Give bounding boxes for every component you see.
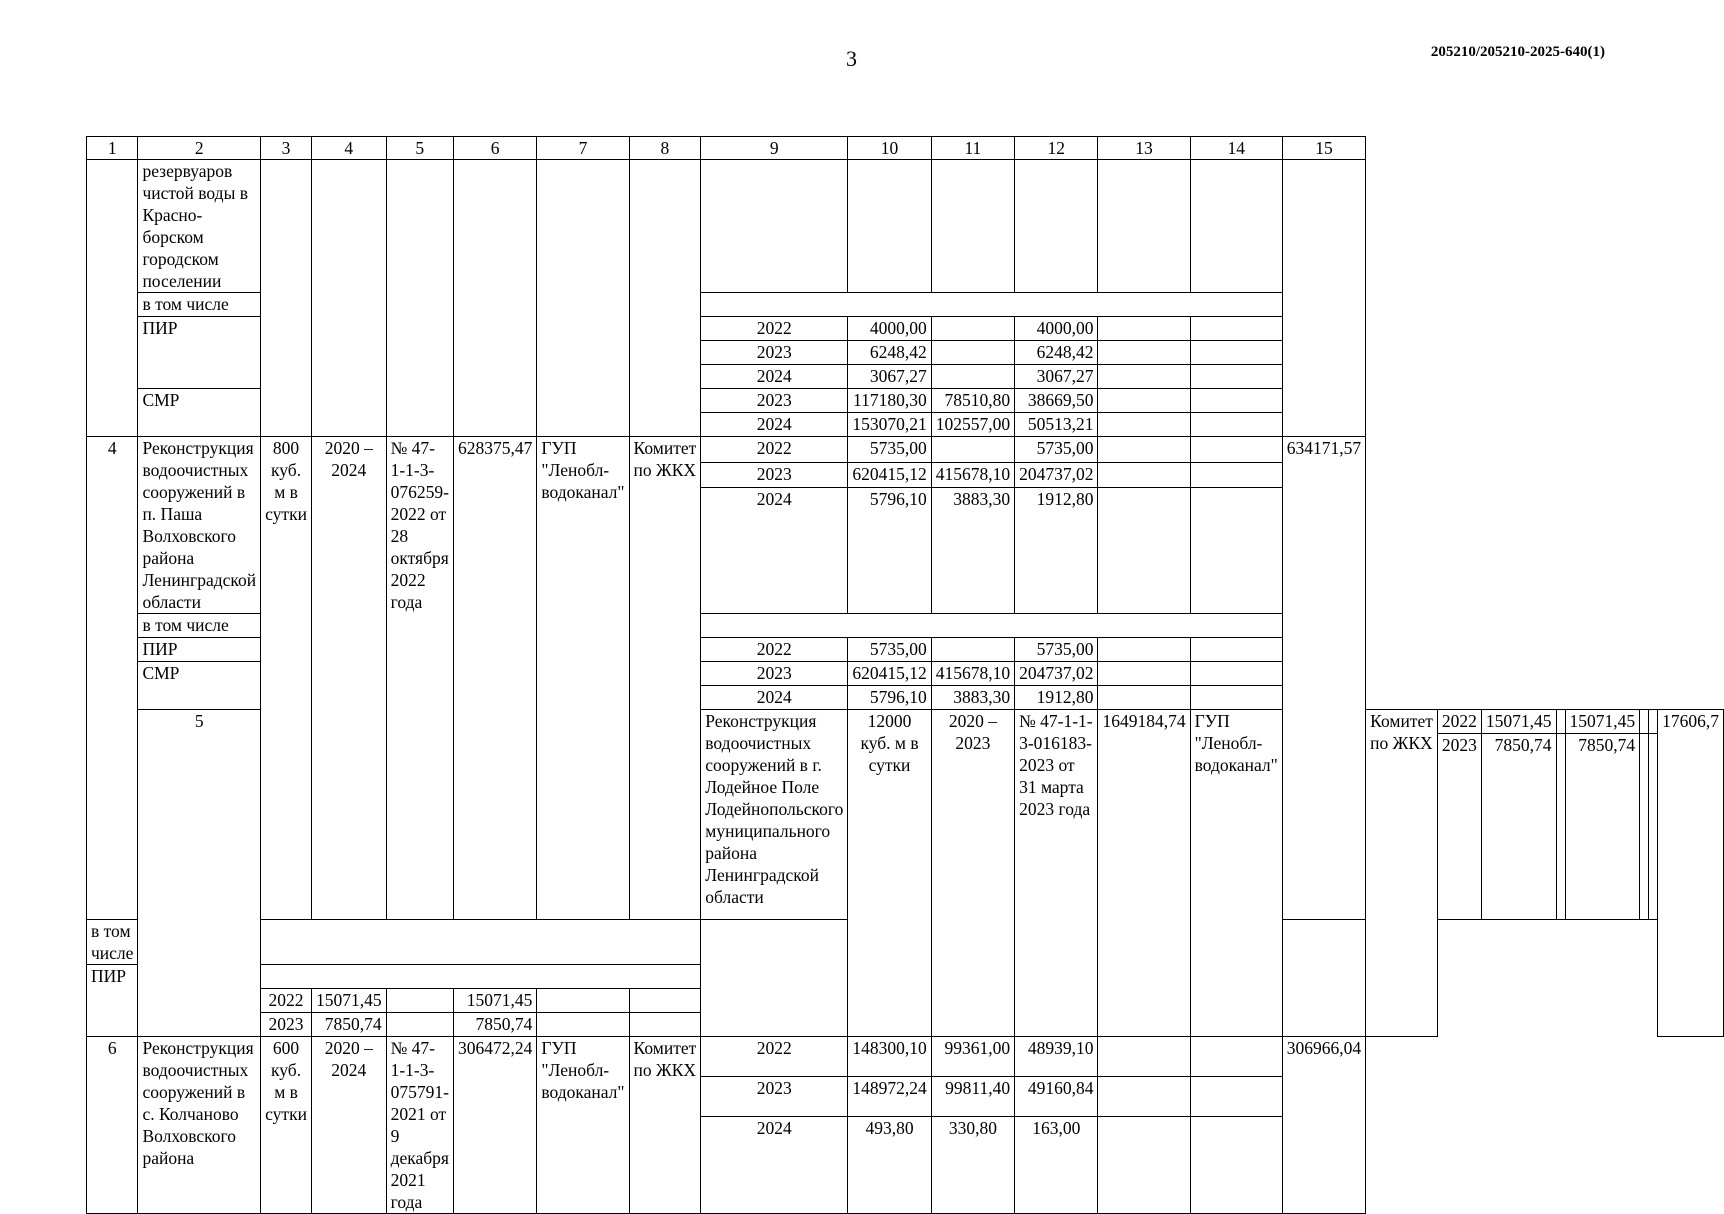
value-cell — [386, 1013, 453, 1037]
year-cell: 2023 — [701, 662, 848, 686]
table-row — [87, 437, 1724, 463]
value-cell: 102557,00 — [931, 413, 1014, 437]
value-cell — [931, 638, 1014, 662]
value-cell: 7850,74 — [1481, 734, 1556, 920]
authority-cell: Комитет по ЖКХ — [629, 1037, 701, 1214]
value-cell: 15071,45 — [453, 989, 536, 1013]
year-cell: 2024 — [701, 488, 848, 614]
value-cell: 415678,10 — [931, 662, 1014, 686]
value-cell: 5735,00 — [848, 638, 931, 662]
value-cell: 99811,40 — [931, 1077, 1014, 1117]
value-cell: 4000,00 — [1015, 317, 1098, 341]
column-header: 2 — [138, 137, 261, 160]
authority-cell: Комитет по ЖКХ — [1366, 710, 1438, 1037]
column-header: 8 — [629, 137, 701, 160]
column-header: 7 — [537, 137, 629, 160]
object-name: Реконструкция водоочистных сооружений в г. Лодейное Поле Лодейнопольского муниципального района Ленинградской области — [701, 710, 848, 920]
column-header: 5 — [386, 137, 453, 160]
value-cell: 7850,74 — [1565, 734, 1640, 920]
customer-cell: ГУП "Ленобл-водоканал" — [1190, 710, 1282, 1037]
value-cell: 6248,42 — [1015, 341, 1098, 365]
value-cell — [931, 365, 1014, 389]
column-header: 10 — [848, 137, 931, 160]
total-cell: 634171,57 — [1282, 437, 1365, 920]
value-cell: 5796,10 — [848, 488, 931, 614]
table-row — [87, 1037, 1724, 1077]
value-cell: 38669,50 — [1015, 389, 1098, 413]
year-cell: 2023 — [701, 341, 848, 365]
value-cell: 5735,00 — [1015, 437, 1098, 463]
value-cell: 7850,74 — [311, 1013, 386, 1037]
value-cell — [931, 317, 1014, 341]
customer-cell: ГУП "Ленобл-водоканал" — [537, 437, 629, 920]
value-cell: 99361,00 — [931, 1037, 1014, 1077]
year-cell: 2023 — [1437, 734, 1481, 920]
investment-table — [86, 136, 1724, 1214]
value-cell: 15071,45 — [1481, 710, 1556, 734]
value-cell: 4000,00 — [848, 317, 931, 341]
value-cell: 148972,24 — [848, 1077, 931, 1117]
expertise-cell: № 47-1-1-3-075791-2021 от 9 декабря 2021 года — [386, 1037, 453, 1214]
total-cell: 306966,04 — [1282, 1037, 1365, 1214]
value-cell: 48939,10 — [1015, 1037, 1098, 1077]
capacity-cell: 800 куб. м в сутки — [261, 437, 312, 920]
object-name: резервуаров чистой воды в Красно-борском городском поселении — [138, 160, 261, 293]
customer-cell: ГУП "Ленобл-водоканал" — [537, 1037, 629, 1214]
cost-cell: 1649184,74 — [1098, 710, 1190, 1037]
page-number: 3 — [846, 46, 857, 71]
smr-label: СМР — [138, 389, 261, 437]
capacity-cell: 12000 куб. м в сутки — [848, 710, 931, 1037]
year-cell: 2022 — [701, 1037, 848, 1077]
value-cell — [1556, 710, 1565, 734]
column-header: 3 — [261, 137, 312, 160]
document-id: 205210/205210-2025-640(1) — [1430, 44, 1605, 60]
expertise-cell: № 47-1-1-3-016183-2023 от 31 марта 2023 года — [1015, 710, 1098, 1037]
value-cell: 3883,30 — [931, 686, 1014, 710]
including-label: в том числе — [138, 293, 261, 317]
table-row — [87, 160, 1724, 293]
including-label: в том числе — [138, 614, 261, 638]
value-cell: 5735,00 — [1015, 638, 1098, 662]
value-cell: 6248,42 — [848, 341, 931, 365]
value-cell: 1912,80 — [1015, 488, 1098, 614]
column-header: 12 — [1015, 137, 1098, 160]
value-cell: 1912,80 — [1015, 686, 1098, 710]
capacity-cell: 600 куб. м в сутки — [261, 1037, 312, 1214]
expertise-cell: № 47-1-1-3-076259-2022 от 28 октября 2022 года — [386, 437, 453, 920]
year-cell: 2024 — [701, 1117, 848, 1214]
column-header: 6 — [453, 137, 536, 160]
year-cell: 2022 — [701, 437, 848, 463]
value-cell: 3067,27 — [848, 365, 931, 389]
year-cell: 2023 — [701, 1077, 848, 1117]
value-cell: 50513,21 — [1015, 413, 1098, 437]
item-number: 6 — [87, 1037, 138, 1214]
column-number-row — [87, 137, 1724, 160]
value-cell: 620415,12 — [848, 662, 931, 686]
smr-label: СМР — [138, 662, 261, 710]
year-cell: 2022 — [261, 989, 312, 1013]
authority-cell: Комитет по ЖКХ — [629, 437, 701, 920]
cost-cell: 306472,24 — [453, 1037, 536, 1214]
column-header: 4 — [311, 137, 386, 160]
year-cell: 2022 — [1437, 710, 1481, 734]
period-cell: 2020 – 2023 — [931, 710, 1014, 1037]
year-cell: 2023 — [261, 1013, 312, 1037]
value-cell: 5735,00 — [848, 437, 931, 463]
column-header: 9 — [701, 137, 848, 160]
period-cell: 2020 – 2024 — [311, 437, 386, 920]
period-cell: 2020 – 2024 — [311, 1037, 386, 1214]
value-cell — [931, 437, 1014, 463]
value-cell: 493,80 — [848, 1117, 931, 1214]
year-cell: 2024 — [701, 365, 848, 389]
value-cell: 415678,10 — [931, 462, 1014, 488]
value-cell — [386, 989, 453, 1013]
pir-label: ПИР — [138, 317, 261, 389]
column-header: 1 — [87, 137, 138, 160]
value-cell: 204737,02 — [1015, 462, 1098, 488]
item-number: 4 — [87, 437, 138, 920]
pir-label: ПИР — [87, 965, 138, 1037]
total-cell: 17606,7 — [1658, 710, 1724, 1037]
column-header: 13 — [1098, 137, 1190, 160]
value-cell: 3067,27 — [1015, 365, 1098, 389]
pir-label: ПИР — [138, 638, 261, 662]
value-cell: 163,00 — [1015, 1117, 1098, 1214]
value-cell: 15071,45 — [1565, 710, 1640, 734]
object-name: Реконструкция водоочистных сооружений в с. Колчаново Волховского района — [138, 1037, 261, 1214]
year-cell: 2022 — [701, 638, 848, 662]
value-cell: 148300,10 — [848, 1037, 931, 1077]
value-cell: 49160,84 — [1015, 1077, 1098, 1117]
column-header: 11 — [931, 137, 1014, 160]
value-cell: 5796,10 — [848, 686, 931, 710]
value-cell: 3883,30 — [931, 488, 1014, 614]
object-name: Реконструкция водоочистных сооружений в п. Паша Волховского района Ленинградской области — [138, 437, 261, 614]
year-cell: 2024 — [701, 686, 848, 710]
value-cell: 620415,12 — [848, 462, 931, 488]
value-cell: 7850,74 — [453, 1013, 536, 1037]
year-cell: 2024 — [701, 413, 848, 437]
value-cell: 204737,02 — [1015, 662, 1098, 686]
value-cell: 117180,30 — [848, 389, 931, 413]
value-cell: 330,80 — [931, 1117, 1014, 1214]
value-cell — [1556, 734, 1565, 920]
column-header: 15 — [1282, 137, 1365, 160]
value-cell — [931, 341, 1014, 365]
column-header: 14 — [1190, 137, 1282, 160]
value-cell: 78510,80 — [931, 389, 1014, 413]
item-number: 5 — [138, 710, 261, 1037]
cost-cell: 628375,47 — [453, 437, 536, 920]
value-cell: 153070,21 — [848, 413, 931, 437]
including-label: в том числе — [87, 920, 138, 965]
year-cell: 2023 — [701, 462, 848, 488]
year-cell: 2022 — [701, 317, 848, 341]
year-cell: 2023 — [701, 389, 848, 413]
value-cell: 15071,45 — [311, 989, 386, 1013]
